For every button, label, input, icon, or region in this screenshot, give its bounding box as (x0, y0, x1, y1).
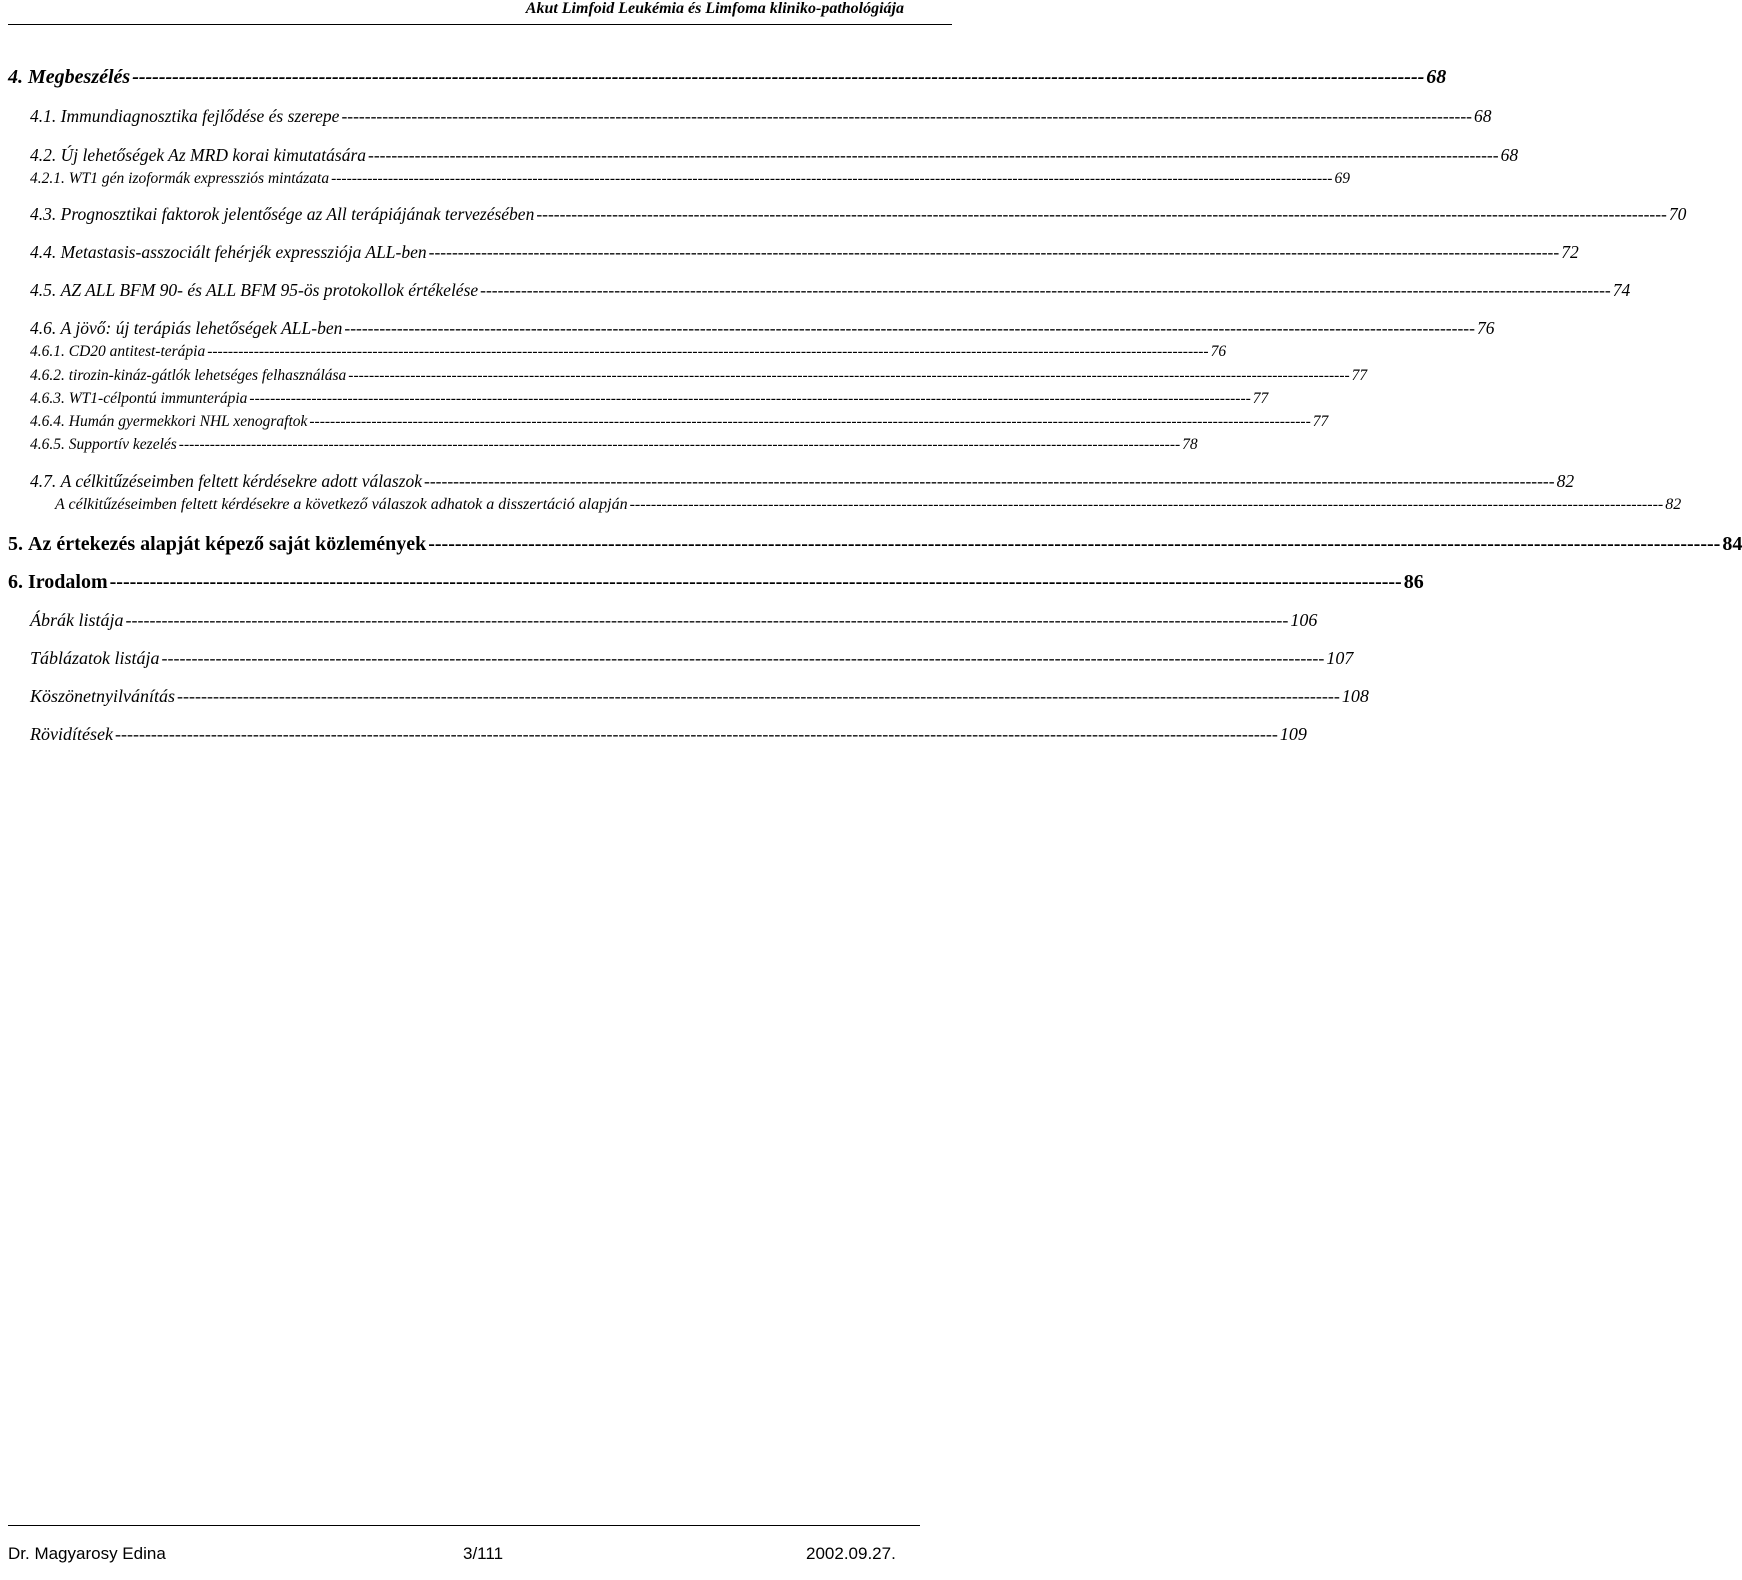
toc-leader: -------------------------------------------------------------------------------------------------------------------------------------------------------------------------------------------------- (368, 145, 1499, 165)
toc-entry-title: Immundiagnosztika fejlődése és szerepe (60, 106, 340, 126)
toc-entry-page: 72 (1561, 242, 1579, 262)
toc-leader: -------------------------------------------------------------------------------------------------------------------------------------------------------------------------------------------------- (161, 648, 1325, 668)
toc-entry-4-2[interactable] (30, 145, 1519, 166)
toc-entry-figures[interactable] (30, 610, 1318, 631)
toc-entry-number: 4.5. (30, 280, 57, 300)
toc-entry-title: Supportív kezelés (68, 436, 177, 453)
toc-entry-number: 4.1. (30, 106, 57, 126)
toc-entry-number: 4.6.1. (30, 343, 65, 360)
toc-entry-page: 70 (1668, 204, 1687, 224)
toc-entry-title: A célkitűzéseimben feltett kérdésekre a következő válaszok adhatok a disszertáció alapján (55, 496, 628, 513)
toc-leader: -------------------------------------------------------------------------------------------------------------------------------------------------------------------------------------------------- (309, 413, 1311, 430)
toc-entry-number: 4.2. (30, 145, 57, 165)
toc-entry-4-6-5[interactable] (30, 436, 1198, 454)
toc-entry-title: Rövidítések (30, 724, 113, 744)
toc-entry-title: Az értekezés alapját képező saját közlemények (28, 533, 427, 555)
toc-entry-4-3[interactable] (30, 204, 1687, 225)
toc-entry-title: WT1-célpontú immunterápia (68, 390, 248, 407)
toc-entry-abbreviations[interactable] (30, 724, 1307, 745)
toc-entry-4-6-4[interactable] (30, 413, 1329, 431)
toc-entry-title: Táblázatok listája (30, 648, 160, 668)
toc-entry-title: CD20 antitest-terápia (68, 343, 206, 360)
toc-entry-number: 4. (8, 66, 23, 88)
toc-entry-tables[interactable] (30, 648, 1354, 669)
toc-entry-page: 107 (1326, 648, 1354, 668)
toc-leader: -------------------------------------------------------------------------------------------------------------------------------------------------------------------------------------------------- (331, 170, 1333, 187)
footer-rule (8, 1525, 920, 1526)
toc-entry-number: 4.4. (30, 242, 57, 262)
toc-entry-page: 76 (1210, 343, 1227, 360)
toc-entry-page: 106 (1290, 610, 1318, 630)
toc-entry-page: 86 (1403, 571, 1424, 593)
toc-entry-page: 108 (1341, 686, 1369, 706)
toc-leader: -------------------------------------------------------------------------------------------------------------------------------------------------------------------------------------------------- (344, 318, 1475, 338)
toc-entry-title: Megbeszélés (28, 66, 131, 88)
toc-entry-number: 4.6.3. (30, 390, 65, 407)
toc-entry-number: 4.6.4. (30, 413, 65, 430)
toc-leader: -------------------------------------------------------------------------------------------------------------------------------------------------------------------------------------------------- (428, 242, 1560, 262)
toc-leader: -------------------------------------------------------------------------------------------------------------------------------------------------------------------------------------------------- (424, 471, 1555, 491)
toc-entry-page: 77 (1351, 367, 1368, 384)
toc-entry-title: Köszönetnyilvánítás (30, 686, 175, 706)
toc-entry-title: A célkitűzéseimben feltett kérdésekre adott válaszok (60, 471, 423, 491)
footer-page-number: 3/111 (463, 1544, 504, 1563)
toc-leader: -------------------------------------------------------------------------------------------------------------------------------------------------------------------------------------------------- (249, 390, 1251, 407)
toc-entry-title: Prognosztikai faktorok jelentősége az All terápiájának tervezésében (60, 204, 535, 224)
toc-entry-4-2-1[interactable] (30, 170, 1350, 188)
toc-entry-title: Humán gyermekkori NHL xenograftok (68, 413, 308, 430)
toc-entry-number: 4.6.5. (30, 436, 65, 453)
toc-entry-number: 4.3. (30, 204, 57, 224)
toc-leader: -------------------------------------------------------------------------------------------------------------------------------------------------------------------------------------------------- (207, 343, 1209, 360)
toc-leader: -------------------------------------------------------------------------------------------------------------------------------------------------------------------------------------------------- (109, 571, 1402, 593)
toc-entry-page: 77 (1252, 390, 1269, 407)
toc-entry-4-1[interactable] (30, 106, 1492, 127)
toc-entry-page: 68 (1500, 145, 1519, 165)
toc-entry-4-5[interactable] (30, 280, 1631, 301)
toc-entry-title: Irodalom (28, 571, 108, 593)
toc-leader: -------------------------------------------------------------------------------------------------------------------------------------------------------------------------------------------------- (178, 436, 1181, 453)
toc-entry-number: 4.6. (30, 318, 57, 338)
toc-entry-4-6-1[interactable] (30, 343, 1227, 361)
toc-leader: -------------------------------------------------------------------------------------------------------------------------------------------------------------------------------------------------- (536, 204, 1667, 224)
toc-entry-4-6-2[interactable] (30, 367, 1368, 385)
toc-entry-title: WT1 gén izoformák expressziós mintázata (68, 170, 330, 187)
toc-entry-title: Metastasis-asszociált fehérjék expressziója ALL-ben (60, 242, 427, 262)
toc-entry-number: 5. (8, 533, 23, 555)
toc-entry-title: Ábrák listája (30, 610, 124, 630)
toc-entry-page: 69 (1334, 170, 1350, 187)
toc-entry-page: 78 (1182, 436, 1198, 453)
toc-entry-page: 68 (1474, 106, 1492, 126)
toc-entry-page: 76 (1476, 318, 1495, 338)
footer-author: Dr. Magyarosy Edina (8, 1544, 166, 1563)
toc-entry-page: 109 (1279, 724, 1307, 744)
toc-entry-title: A jövő: új terápiás lehetőségek ALL-ben (60, 318, 343, 338)
toc-entry-5[interactable] (8, 533, 1742, 556)
toc-entry-number: 4.2.1. (30, 170, 65, 187)
footer-date: 2002.09.27. (806, 1544, 896, 1563)
toc-entry-4-6-3[interactable] (30, 390, 1269, 408)
toc-leader: -------------------------------------------------------------------------------------------------------------------------------------------------------------------------------------------------- (428, 533, 1721, 555)
toc-entry-title: tirozin-kináz-gátlók lehetséges felhasználása (68, 367, 347, 384)
toc-leader: -------------------------------------------------------------------------------------------------------------------------------------------------------------------------------------------------- (341, 106, 1472, 126)
toc-leader: -------------------------------------------------------------------------------------------------------------------------------------------------------------------------------------------------- (177, 686, 1340, 706)
running-header: Akut Limfoid Leukémia és Limfoma kliniko-pathológiája (525, 0, 904, 17)
toc-entry-4[interactable] (8, 66, 1447, 89)
toc-entry-acknowledgements[interactable] (30, 686, 1369, 707)
header-rule (8, 24, 952, 25)
toc-leader: -------------------------------------------------------------------------------------------------------------------------------------------------------------------------------------------------- (348, 367, 1350, 384)
toc-entry-page: 84 (1722, 533, 1742, 555)
toc-leader: -------------------------------------------------------------------------------------------------------------------------------------------------------------------------------------------------- (480, 280, 1611, 300)
toc-entry-page: 82 (1665, 496, 1682, 513)
toc-entry-4-6[interactable] (30, 318, 1495, 339)
toc-leader: -------------------------------------------------------------------------------------------------------------------------------------------------------------------------------------------------- (629, 496, 1664, 513)
toc-entry-title: Új lehetőségek Az MRD korai kimutatására (60, 145, 367, 165)
toc-entry-page: 68 (1426, 66, 1447, 88)
toc-entry-title: AZ ALL BFM 90- és ALL BFM 95-ös protokollok értékelése (60, 280, 479, 300)
toc-leader: -------------------------------------------------------------------------------------------------------------------------------------------------------------------------------------------------- (114, 724, 1278, 744)
toc-entry-page: 82 (1556, 471, 1575, 491)
toc-entry-number: 4.7. (30, 471, 57, 491)
toc-entry-number: 6. (8, 571, 23, 593)
toc-entry-page: 77 (1312, 413, 1329, 430)
toc-entry-page: 74 (1612, 280, 1631, 300)
toc-entry-4-4[interactable] (30, 242, 1579, 263)
toc-entry-4-7[interactable] (30, 471, 1575, 492)
toc-entry-6[interactable] (8, 571, 1424, 594)
toc-leader: -------------------------------------------------------------------------------------------------------------------------------------------------------------------------------------------------- (132, 66, 1425, 88)
toc-entry-4-7-answers[interactable] (55, 496, 1682, 514)
toc-entry-number: 4.6.2. (30, 367, 65, 384)
toc-leader: -------------------------------------------------------------------------------------------------------------------------------------------------------------------------------------------------- (125, 610, 1289, 630)
